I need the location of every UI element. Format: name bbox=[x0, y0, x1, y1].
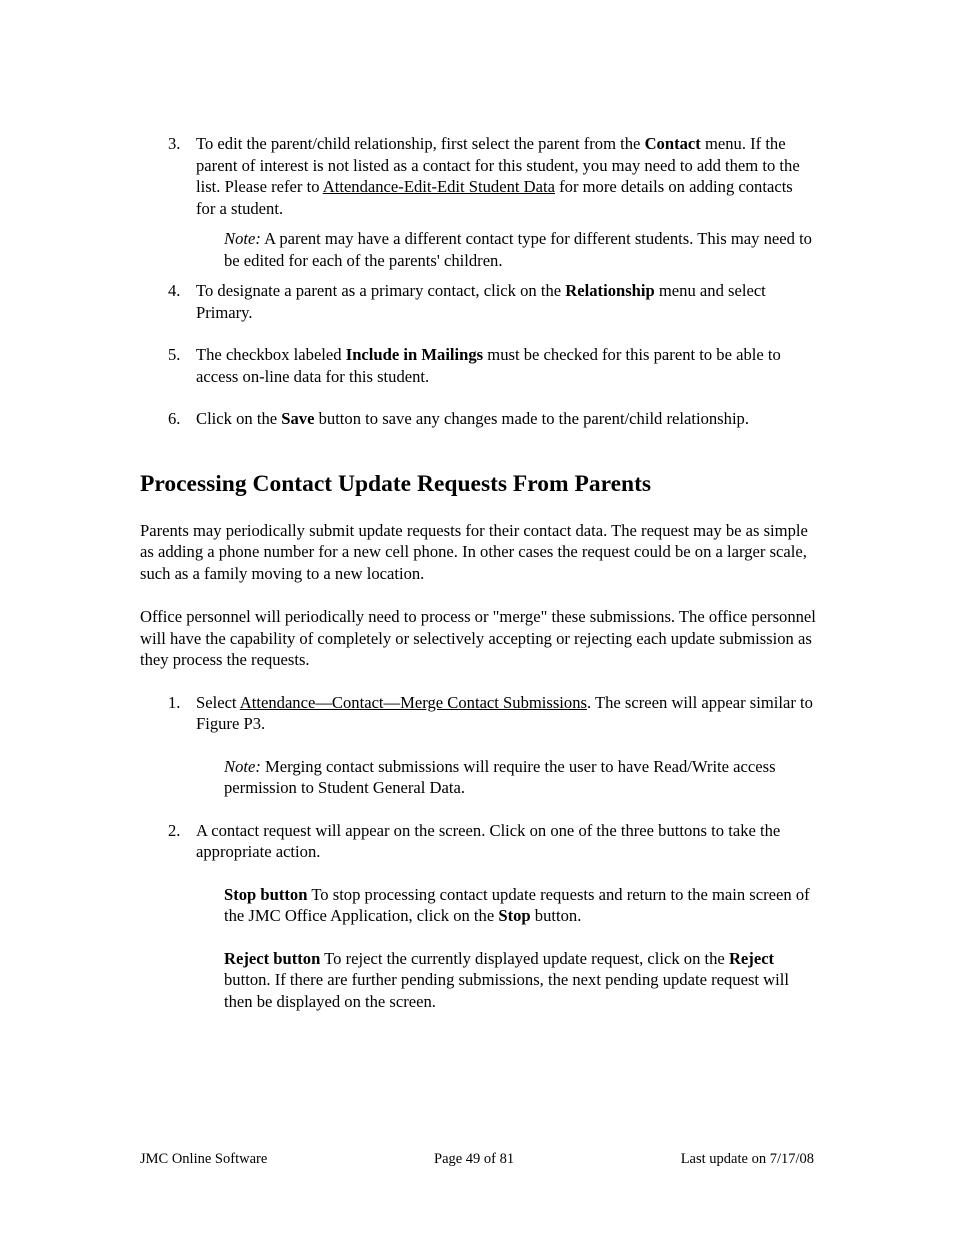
stop-button-description: Stop button To stop processing contact update requests and return to the main screen of the JMC Office Application, click on the Stop button. bbox=[224, 884, 810, 925]
footer-software-name: JMC Online Software bbox=[140, 1151, 268, 1167]
footer-last-update: Last update on 7/17/08 bbox=[680, 1151, 814, 1167]
list-item-5 bbox=[140, 344, 816, 387]
list-item-2 bbox=[140, 820, 816, 863]
link-merge-contact-submissions[interactable]: Attendance—Contact—Merge Contact Submissions bbox=[239, 692, 587, 712]
list-item-text: To designate a parent as a primary contact, click on the Relationship menu and select Primary. bbox=[196, 281, 766, 322]
list-number: 2. bbox=[168, 820, 181, 840]
section-heading: Processing Contact Update Requests From Parents bbox=[140, 470, 652, 497]
document-body bbox=[140, 133, 816, 1012]
list-number: 4. bbox=[168, 281, 181, 300]
list-item-text: A contact request will appear on the screen. Click on one of the three buttons to take the appropriate action. bbox=[196, 820, 781, 861]
list-item-6 bbox=[140, 408, 816, 430]
paragraph-intro: Parents may periodically submit update requests for their contact data. The request may be as simple as adding a phone number for a new cell phone. In other cases the request could be on a larger scale, such as a family moving to a new location. bbox=[140, 520, 808, 583]
list-number: 6. bbox=[168, 409, 181, 428]
list-number: 5. bbox=[168, 345, 181, 364]
list-number: 1. bbox=[168, 692, 181, 712]
note-merge-permission: Note: Merging contact submissions will require the user to have Read/Write access permission to Student General Data. bbox=[224, 756, 776, 797]
link-edit-student-data[interactable]: Attendance-Edit-Edit Student Data bbox=[322, 177, 555, 196]
paragraph-office: Office personnel will periodically need to process or "merge" these submissions. The office personnel will have the capability of completely or selectively accepting or rejecting each update submission as they process the requests. bbox=[140, 607, 816, 669]
list-item-text: Click on the Save button to save any changes made to the parent/child relationship. bbox=[196, 409, 749, 428]
list-item-4 bbox=[140, 280, 816, 323]
list-item-1 bbox=[140, 692, 816, 735]
footer-page-number: Page 49 of 81 bbox=[434, 1151, 515, 1167]
note-contact-type: Note: A parent may have a different contact type for different students. This may need to be edited for each of the parents' children. bbox=[224, 229, 812, 270]
list-number: 3. bbox=[168, 134, 181, 153]
list-item-3 bbox=[140, 133, 816, 219]
list-item-text: To edit the parent/child relationship, first select the parent from the Contact menu. If the parent of interest is not listed as a contact for this student, you may need to add them to the list. Please refer to Attendance-Edit-Edit Student Data for more details on adding contacts for a student. bbox=[196, 134, 800, 218]
list-item-text: The checkbox labeled Include in Mailings must be checked for this parent to be able to access on-line data for this student. bbox=[196, 345, 781, 386]
list-item-text: Select Attendance—Contact—Merge Contact Submissions. The screen will appear similar to Figure P3. bbox=[196, 692, 813, 733]
reject-button-description: Reject button To reject the currently displayed update request, click on the Reject button. If there are further pending submissions, the next pending update request will then be displayed on the screen. bbox=[224, 948, 789, 1011]
